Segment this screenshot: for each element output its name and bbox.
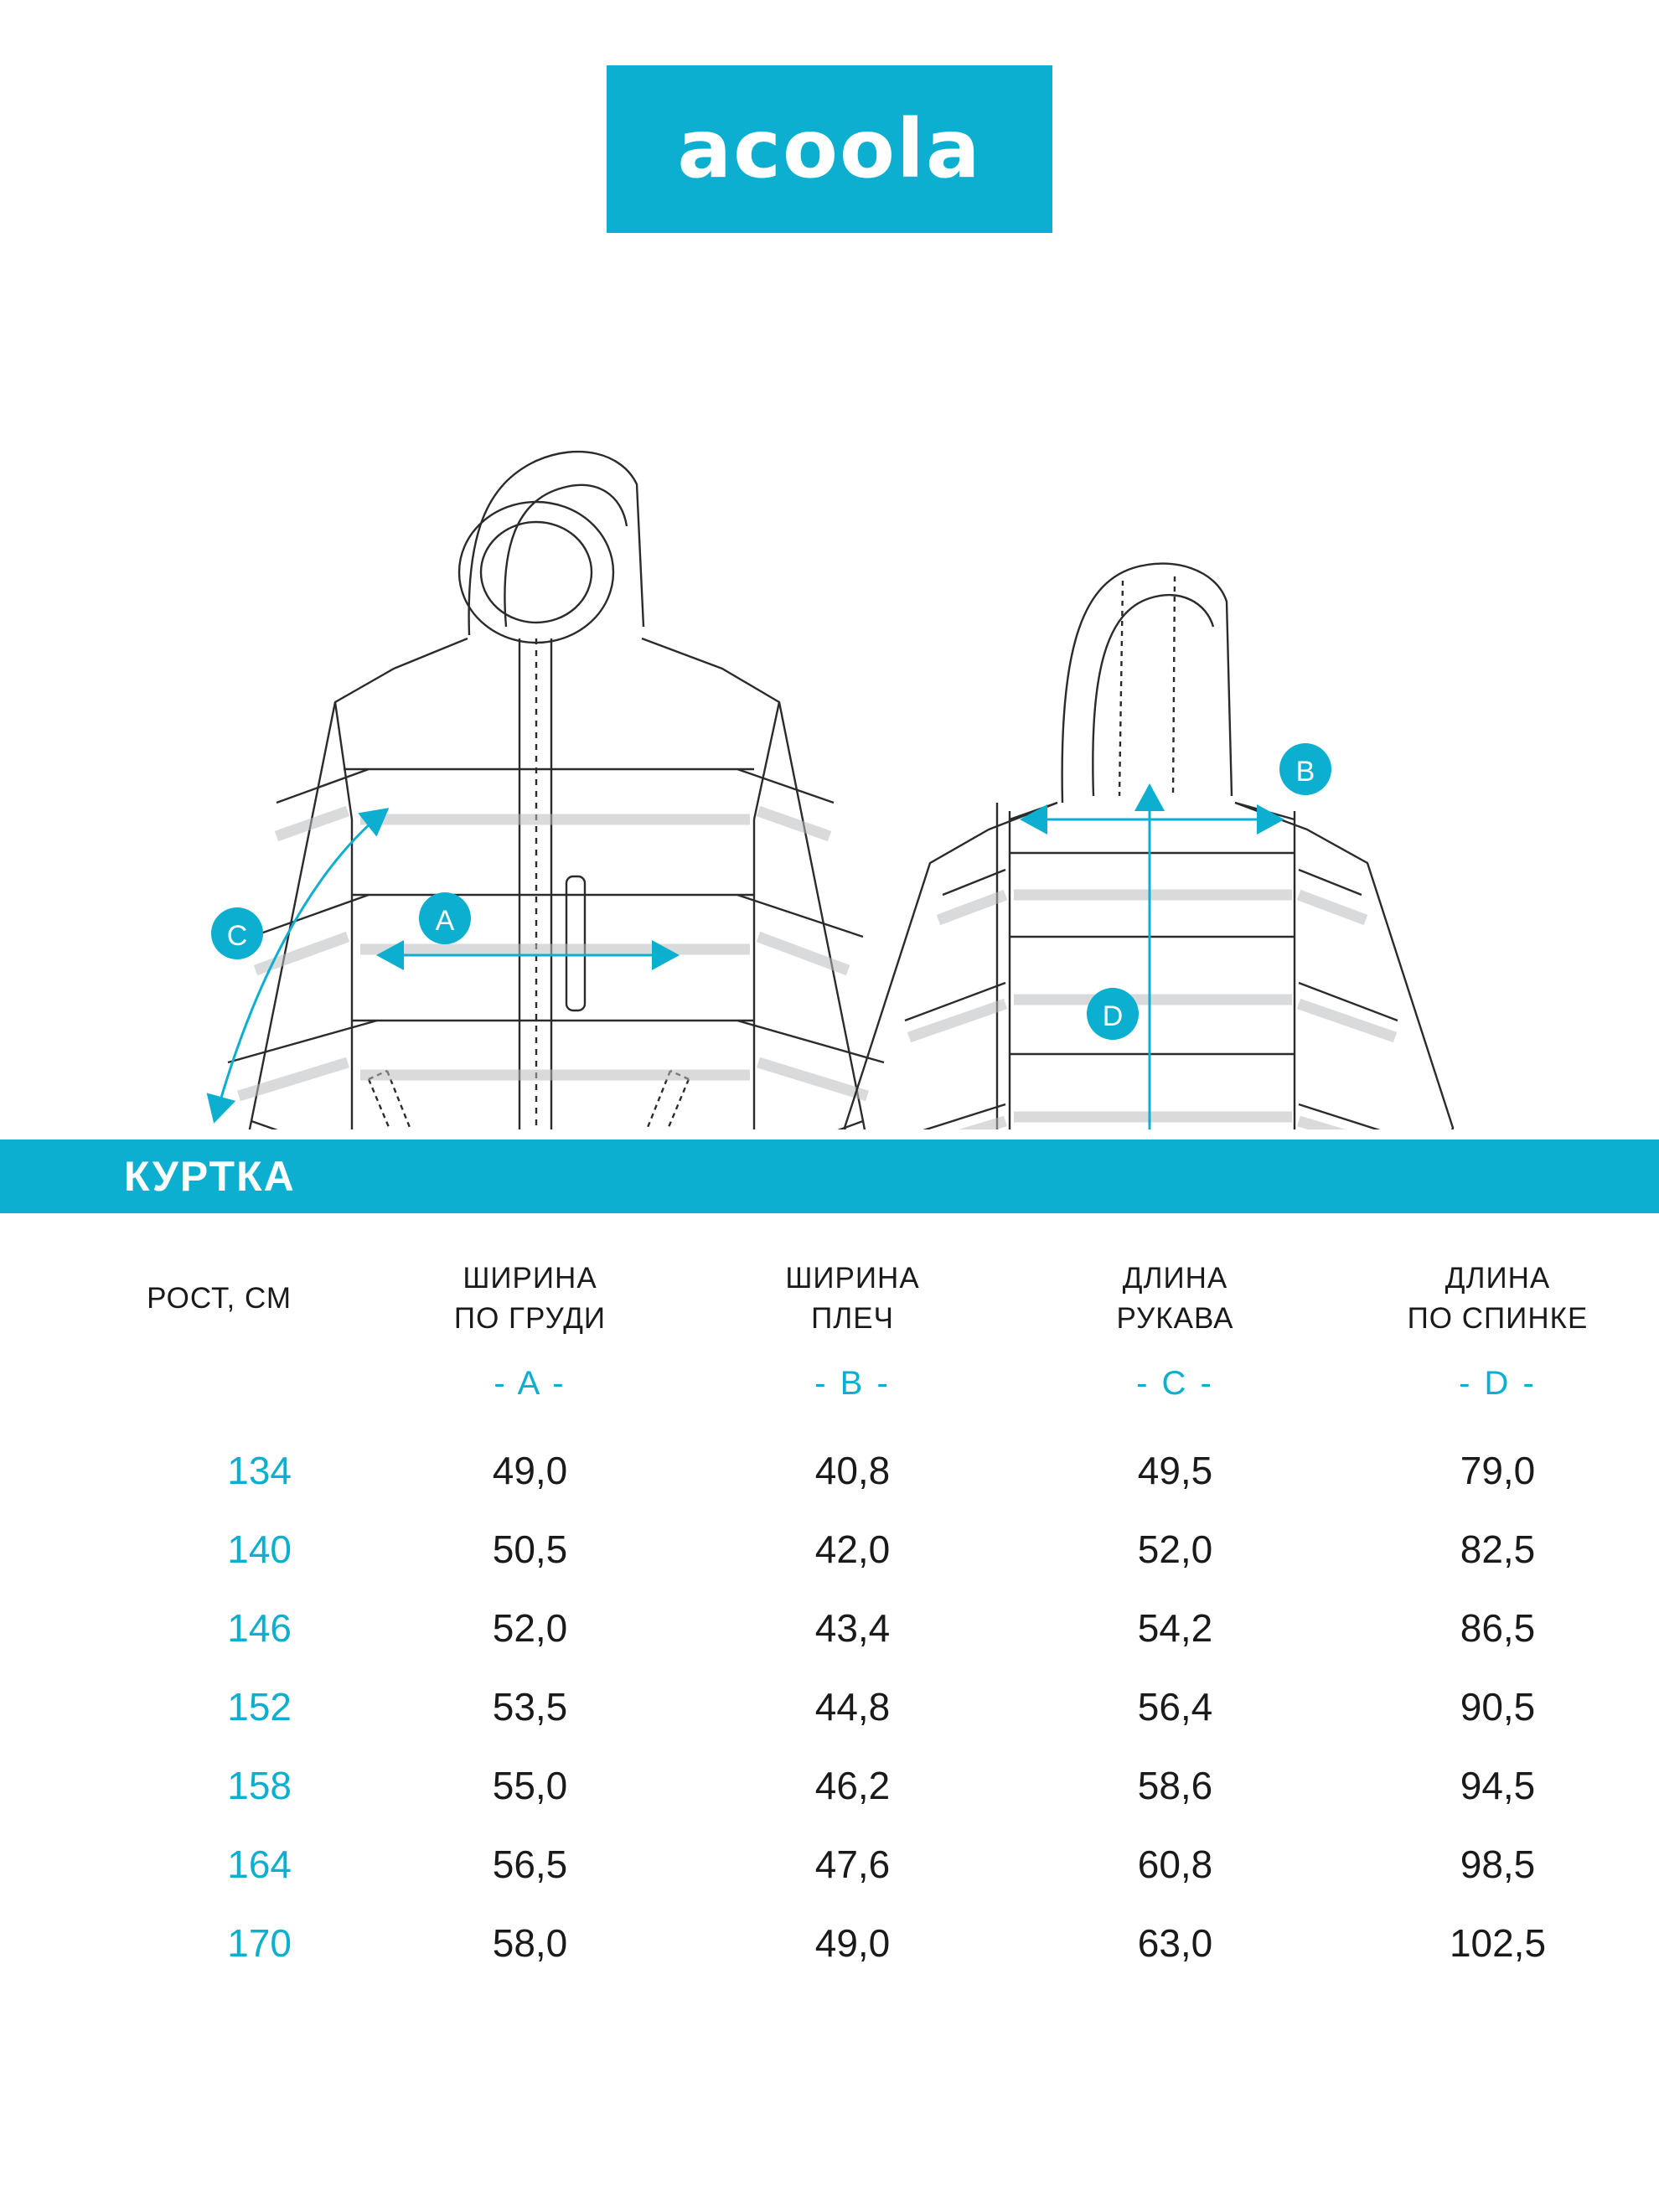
table-row bbox=[0, 1510, 1659, 1589]
cell-back: 94,5 bbox=[1460, 1764, 1536, 1807]
cell-shoulder: 40,8 bbox=[814, 1449, 891, 1492]
cell-chest: 53,5 bbox=[492, 1685, 568, 1729]
cell-back: 90,5 bbox=[1460, 1685, 1536, 1729]
column-header-height: РОСТ, СМ bbox=[147, 1282, 292, 1315]
svg-text:A: A bbox=[435, 905, 455, 937]
cell-shoulder: 46,2 bbox=[814, 1764, 891, 1807]
jacket-technical-illustration bbox=[0, 233, 1659, 1129]
section-title-band bbox=[0, 1140, 1659, 1213]
cell-sleeve: 63,0 bbox=[1137, 1921, 1213, 1965]
size-chart-table bbox=[0, 1213, 1659, 1982]
table-row bbox=[0, 1825, 1659, 1904]
marker-B bbox=[1279, 743, 1331, 795]
brand-logo-text: acoola bbox=[677, 102, 982, 196]
table-body bbox=[0, 1431, 1659, 1982]
cell-sleeve: 58,6 bbox=[1137, 1764, 1213, 1807]
svg-text:B: B bbox=[1295, 756, 1315, 788]
cell-shoulder: 44,8 bbox=[814, 1685, 891, 1729]
cell-chest: 50,5 bbox=[492, 1527, 568, 1571]
letter-cell-b: - B - bbox=[814, 1365, 891, 1402]
svg-text:D: D bbox=[1102, 1000, 1124, 1032]
cell-chest: 52,0 bbox=[492, 1606, 568, 1650]
table-header-row bbox=[0, 1213, 1659, 1336]
column-header-sleeve-length: ДЛИНА РУКАВА bbox=[1116, 1262, 1234, 1335]
table-row bbox=[0, 1589, 1659, 1667]
cell-shoulder: 42,0 bbox=[814, 1527, 891, 1571]
page-title: КУРТКА bbox=[124, 1153, 296, 1200]
cell-back: 79,0 bbox=[1460, 1449, 1536, 1492]
cell-height: 164 bbox=[227, 1842, 292, 1886]
letter-cell-c: - C - bbox=[1136, 1365, 1214, 1402]
column-header-chest-width: ШИРИНА ПО ГРУДИ bbox=[453, 1262, 607, 1335]
front-jacket-outline bbox=[205, 452, 905, 1129]
table-row bbox=[0, 1667, 1659, 1746]
marker-D bbox=[1087, 988, 1139, 1040]
column-header-shoulder-width: ШИРИНА ПЛЕЧ bbox=[785, 1262, 920, 1335]
cell-back: 102,5 bbox=[1449, 1921, 1547, 1965]
back-measure-arrows bbox=[1022, 786, 1282, 1129]
cell-height: 170 bbox=[227, 1921, 292, 1965]
column-header-back-length: ДЛИНА ПО СПИНКЕ bbox=[1407, 1262, 1589, 1335]
cell-shoulder: 47,6 bbox=[814, 1842, 891, 1886]
svg-text:C: C bbox=[226, 920, 248, 952]
cell-chest: 49,0 bbox=[492, 1449, 568, 1492]
front-quilt-shading bbox=[239, 811, 867, 1129]
cell-sleeve: 56,4 bbox=[1137, 1685, 1213, 1729]
cell-sleeve: 60,8 bbox=[1137, 1842, 1213, 1886]
cell-back: 82,5 bbox=[1460, 1527, 1536, 1571]
table-row bbox=[0, 1746, 1659, 1825]
letter-cell-d: - D - bbox=[1459, 1365, 1537, 1402]
cell-sleeve: 52,0 bbox=[1137, 1527, 1213, 1571]
cell-height: 134 bbox=[227, 1449, 292, 1492]
brand-logo-area bbox=[0, 0, 1659, 233]
cell-chest: 58,0 bbox=[492, 1921, 568, 1965]
cell-height: 152 bbox=[227, 1685, 292, 1729]
table-row bbox=[0, 1431, 1659, 1510]
marker-C bbox=[211, 907, 263, 959]
cell-shoulder: 49,0 bbox=[814, 1921, 891, 1965]
marker-A bbox=[419, 892, 471, 944]
cell-back: 98,5 bbox=[1460, 1842, 1536, 1886]
table-letter-row bbox=[0, 1336, 1659, 1431]
letter-cell-a: - A - bbox=[494, 1365, 566, 1402]
brand-logo-box bbox=[607, 65, 1052, 233]
cell-sleeve: 49,5 bbox=[1137, 1449, 1213, 1492]
letter-cell-empty bbox=[0, 1336, 369, 1431]
cell-height: 158 bbox=[227, 1764, 292, 1807]
cell-height: 140 bbox=[227, 1527, 292, 1571]
table-row bbox=[0, 1904, 1659, 1982]
cell-height: 146 bbox=[227, 1606, 292, 1650]
cell-chest: 56,5 bbox=[492, 1842, 568, 1886]
cell-back: 86,5 bbox=[1460, 1606, 1536, 1650]
cell-chest: 55,0 bbox=[492, 1764, 568, 1807]
cell-sleeve: 54,2 bbox=[1137, 1606, 1213, 1650]
back-quilt-shading bbox=[880, 895, 1424, 1129]
cell-shoulder: 43,4 bbox=[814, 1606, 891, 1650]
